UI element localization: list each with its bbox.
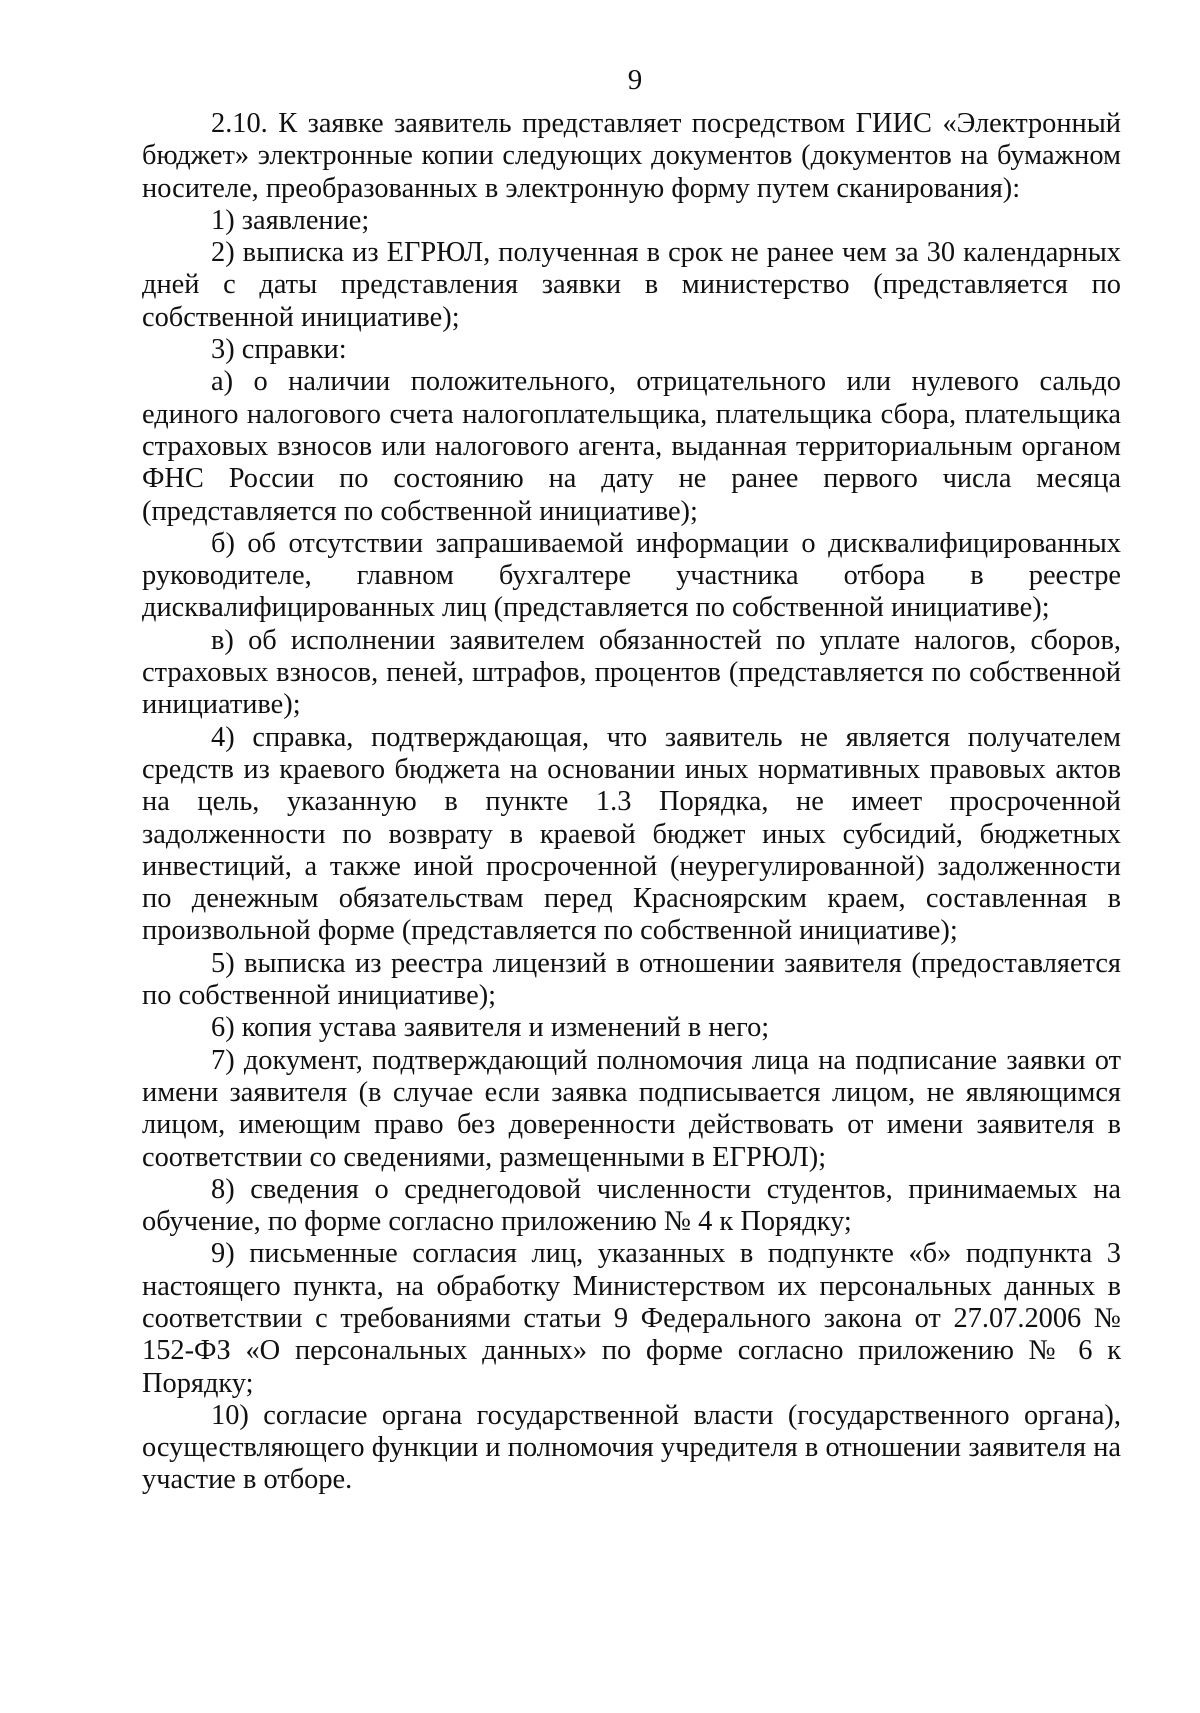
sub-item-v-tax-obligations: в) об исполнении заявителем обязанностей по уплате налогов, сборов, страховых взносов, пеней, штрафов, процентов (представляется по собственной инициативе);: [142, 624, 1121, 721]
list-item-2-egrul-extract: 2) выписка из ЕГРЮЛ, полученная в срок не ранее чем за 30 календарных дней с даты представления заявки в министерство (представляется по собственной инициативе);: [142, 237, 1121, 333]
list-item-10-founder-consent: 10) согласие органа государственной власти (государственного органа), осуществляющего функции и полномочия учредителя в отношении заявителя на участие в отборе.: [142, 1399, 1121, 1496]
list-item-9-personal-data-consent: 9) письменные согласия лиц, указанных в подпункте «б» подпункта 3 настоящего пункта, на обработку Министерством их персональных данных в соответствии с требованиями статьи 9 Федерального закона от 27.07.2006 № 152-ФЗ «О персональных данных» по форме согласно приложению № 6 к Порядку;: [142, 1238, 1121, 1399]
list-item-8-student-numbers: 8) сведения о среднегодовой численности студентов, принимаемых на обучение, по форме согласно приложению № 4 к Порядку;: [142, 1173, 1121, 1238]
sub-item-b-disqualified-persons: б) об отсутствии запрашиваемой информации о дисквалифицированных руководителе, главном бухгалтере участника отбора в реестре дисквалифицированных лиц (представляется по собственной инициативе);: [142, 527, 1121, 624]
paragraph-2-10-intro: 2.10. К заявке заявитель представляет посредством ГИИС «Электронный бюджет» электронные копии следующих документов (документов на бумажном носителе, преобразованных в электронную форму путем сканирования):: [142, 108, 1121, 204]
page-number: 9: [627, 64, 643, 96]
list-item-4-budget-certificate: 4) справка, подтверждающая, что заявитель не является получателем средств из краевого бюджета на основании иных нормативных правовых актов на цель, указанную в пункте 1.3 Порядка, не имеет просроченной задолженности по возврату в краевой бюджет иных субсидий, бюджетных инвестиций, а также иной просроченной (неурегулированной) задолженности по денежным обязательствам перед Красноярским краем, составленная в произвольной форме (представляется по собственной инициативе);: [142, 721, 1121, 947]
sub-item-a-tax-balance: а) о наличии положительного, отрицательного или нулевого сальдо единого налогового счета налогоплательщика, плательщика сбора, плательщика страховых взносов или налогового агента, выданная территориальным органом ФНС России по состоянию на дату не ранее первого числа месяца (представляется по собственной инициативе);: [142, 366, 1121, 527]
list-item-7-authority-document: 7) документ, подтверждающий полномочия лица на подписание заявки от имени заявителя (в случае если заявка подписывается лицом, не являющимся лицом, имеющим право без доверенности действовать от имени заявителя в соответствии со сведениями, размещенными в ЕГРЮЛ);: [142, 1044, 1121, 1173]
list-item-1-application: 1) заявление;: [211, 204, 370, 236]
document-body: [142, 108, 1121, 1497]
list-item-6-charter-copy: 6) копия устава заявителя и изменений в него;: [211, 1012, 770, 1044]
list-item-5-license-register: 5) выписка из реестра лицензий в отношении заявителя (предоставляется по собственной инициативе);: [142, 947, 1121, 1012]
list-item-3-certificates: 3) справки:: [211, 334, 347, 366]
